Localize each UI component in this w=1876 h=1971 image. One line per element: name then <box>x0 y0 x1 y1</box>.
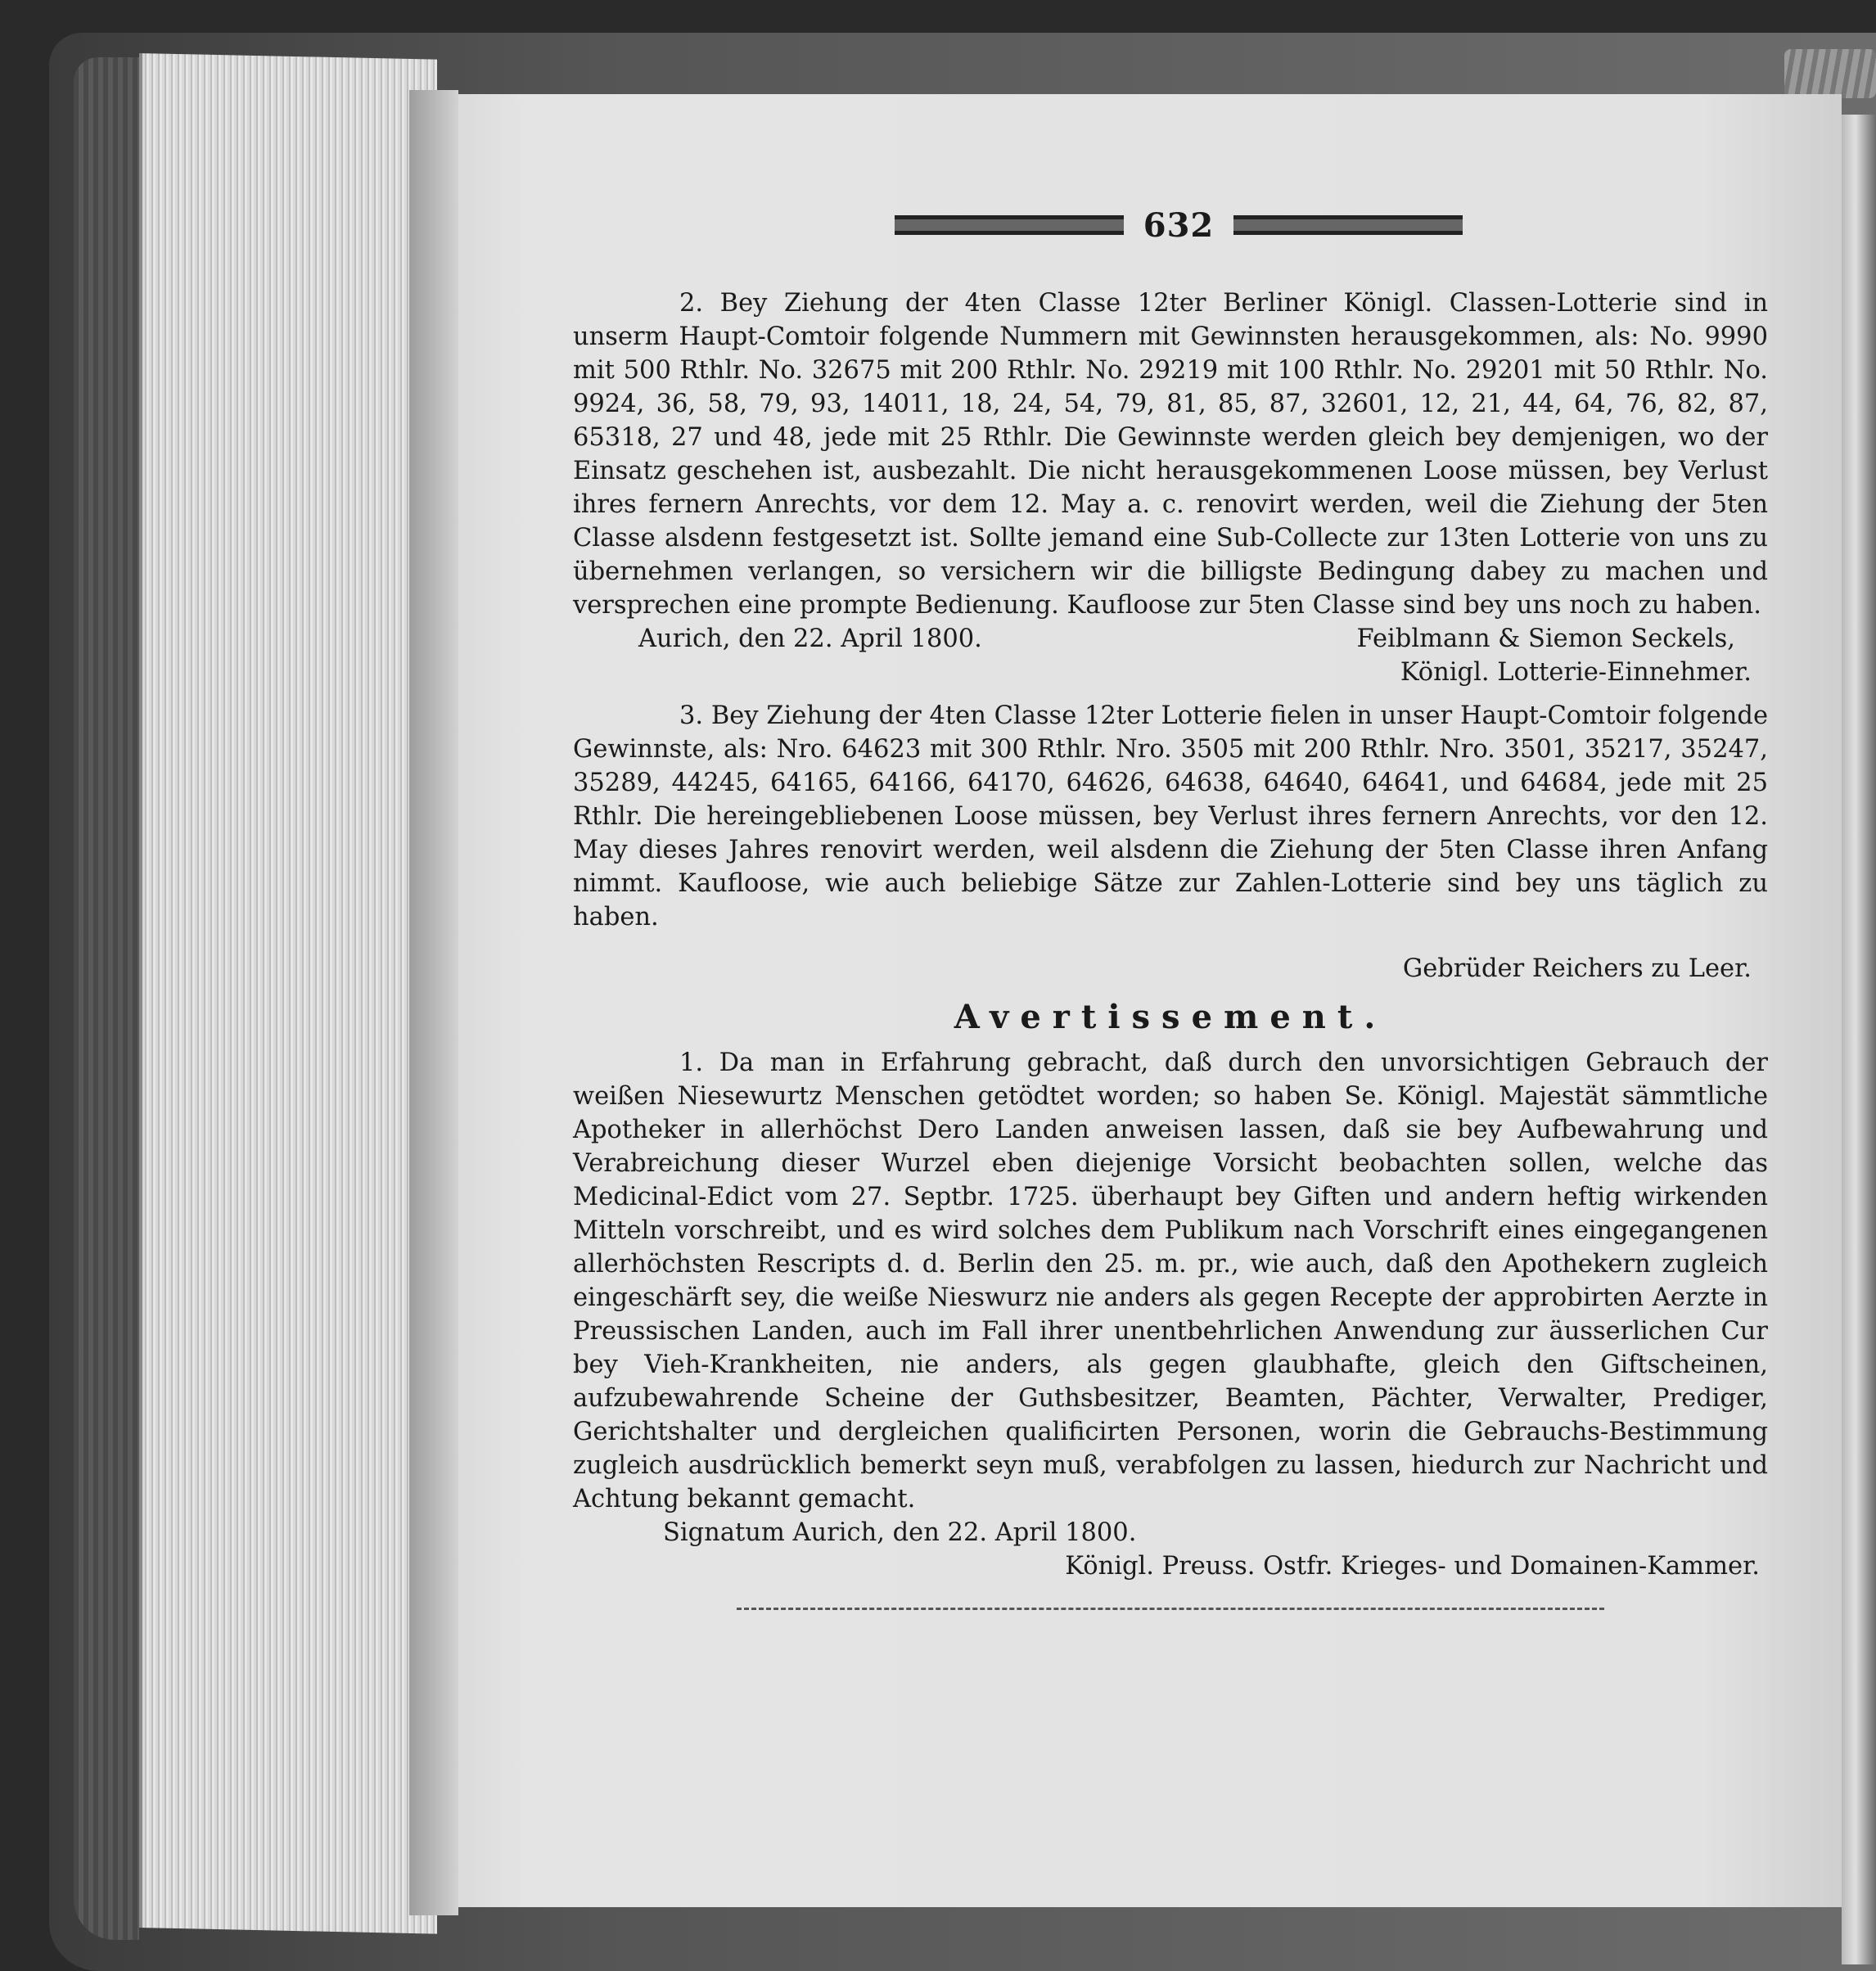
signatory-2: Feiblmann & Siemon Seckels, <box>1356 625 1735 653</box>
signatory-title-2: Königl. Lotterie-Einnehmer. <box>1400 658 1752 687</box>
book-spine <box>74 57 139 1940</box>
page-header <box>868 205 1490 246</box>
place-date-2: Aurich, den 22. April 1800. <box>638 625 982 653</box>
page-stack-edge <box>139 53 437 1934</box>
avertissement-place-date: Signatum Aurich, den 22. April 1800. <box>663 1518 1137 1547</box>
signature-row-2 <box>573 622 1768 656</box>
avertissement-body: 1. Da man in Erfahrung gebracht, daß durch den unvorsichtigen Gebrauch der weißen Niesewurtz Menschen getödtet worden; so haben Se. Königl. Majestät sämmtliche Apotheker in allerhöchst Dero Landen anweisen lassen, daß sie bey Aufbewahrung und Verabreichung dieser Wurzel eben diejenige Vorsicht beobachten sollen, welche das Medicinal-Edict vom 27. Septbr. 1725. überhaupt bey Giften und andern heftig wirkenden Mitteln vorschreibt, und es wird solches dem Publikum nach Vorschrift eines eingegangenen allerhöchsten Rescripts d. d. Berlin den 25. m. pr., wie auch, daß den Apothekern zugleich eingeschärft sey, die weiße Nieswurz nie anders als gegen Recepte der approbirten Aerzte in Preussischen Landen, auch im Fall ihrer unentbehrlichen Anwendung zur äusserlichen Cur bey Vieh-Krankheiten, nie anders, als gegen glaubhafte, gleich den Giftscheinen, aufzubewahrende Scheine der Guthsbesitzer, Beamten, Pächter, Verwalter, Prediger, Gerichtshalter und dergleichen qualificirten Personen, worin die Gebrauchs-Bestimmung zugleich ausdrücklich bemerkt seyn muß, verabfolgen zu lassen, hiedurch zur Nachricht und Achtung bekannt gemacht. <box>573 1049 1768 1513</box>
page-number: 632 <box>1143 205 1215 245</box>
page-gutter-shadow <box>409 90 458 1915</box>
bookmark-ribbon <box>1784 49 1876 98</box>
section-heading: Avertissement. <box>954 998 1387 1036</box>
header-rule-right <box>1233 215 1463 235</box>
lottery-notice-2: 2. Bey Ziehung der 4ten Classe 12ter Berliner Königl. Classen-Lotterie sind in unserm Haupt-Comtoir folgende Nummern mit Gewinnsten herausgekommen, als: No. 9990 mit 500 Rthlr. No. 32675 mit 200 Rthlr. No. 29219 mit 100 Rthlr. No. 29201 mit 50 Rthlr. No. 9924, 36, 58, 79, 93, 14011, 18, 24, 54, 79, 81, 85, 87, 32601, 12, 21, 44, 64, 76, 82, 87, 65318, 27 und 48, jede mit 25 Rthlr. Die Gewinnste werden gleich bey demjenigen, wo der Einsatz geschehen ist, ausbezahlt. Die nicht herausgekommenen Loose müssen, bey Verlust ihres fernern Anrechts, vor dem 12. May a. c. renovirt werden, weil die Ziehung der 5ten Classe alsdenn festgesetzt ist. Sollte jemand eine Sub-Collecte zur 13ten Lotterie von uns zu übernehmen verlangen, so versichern wir die billigste Bedingung dabey zu machen und versprechen eine prompte Bedienung. Kaufloose zur 5ten Classe sind bey uns noch zu haben. <box>573 289 1768 620</box>
lottery-notice-3: 3. Bey Ziehung der 4ten Classe 12ter Lotterie fielen in unser Haupt-Comtoir folgende Gewinnste, als: Nro. 64623 mit 300 Rthlr. Nro. 3505 mit 200 Rthlr. Nro. 3501, 35217, 35247, 35289, 44245, 64165, 64166, 64170, 64626, 64638, 64640, 64641, und 64684, jede mit 25 Rthlr. Die hereingebliebenen Loose müssen, bey Verlust ihres fernern Anrechts, vor den 12. May dieses Jahres renovirt werden, weil alsdenn die Ziehung der 5ten Classe ihren Anfang nimmt. Kaufloose, wie auch beliebige Sätze zur Zahlen-Lotterie sind bey uns täglich zu haben. <box>573 701 1768 931</box>
closing-rule <box>737 1608 1604 1610</box>
signatory-3: Gebrüder Reichers zu Leer. <box>1402 954 1752 983</box>
avertissement-authority: Königl. Preuss. Ostfr. Krieges- und Domainen-Kammer. <box>1065 1552 1760 1581</box>
facing-page-edge <box>1842 115 1876 1964</box>
page-text <box>573 286 1768 1610</box>
header-rule-left <box>895 215 1124 235</box>
